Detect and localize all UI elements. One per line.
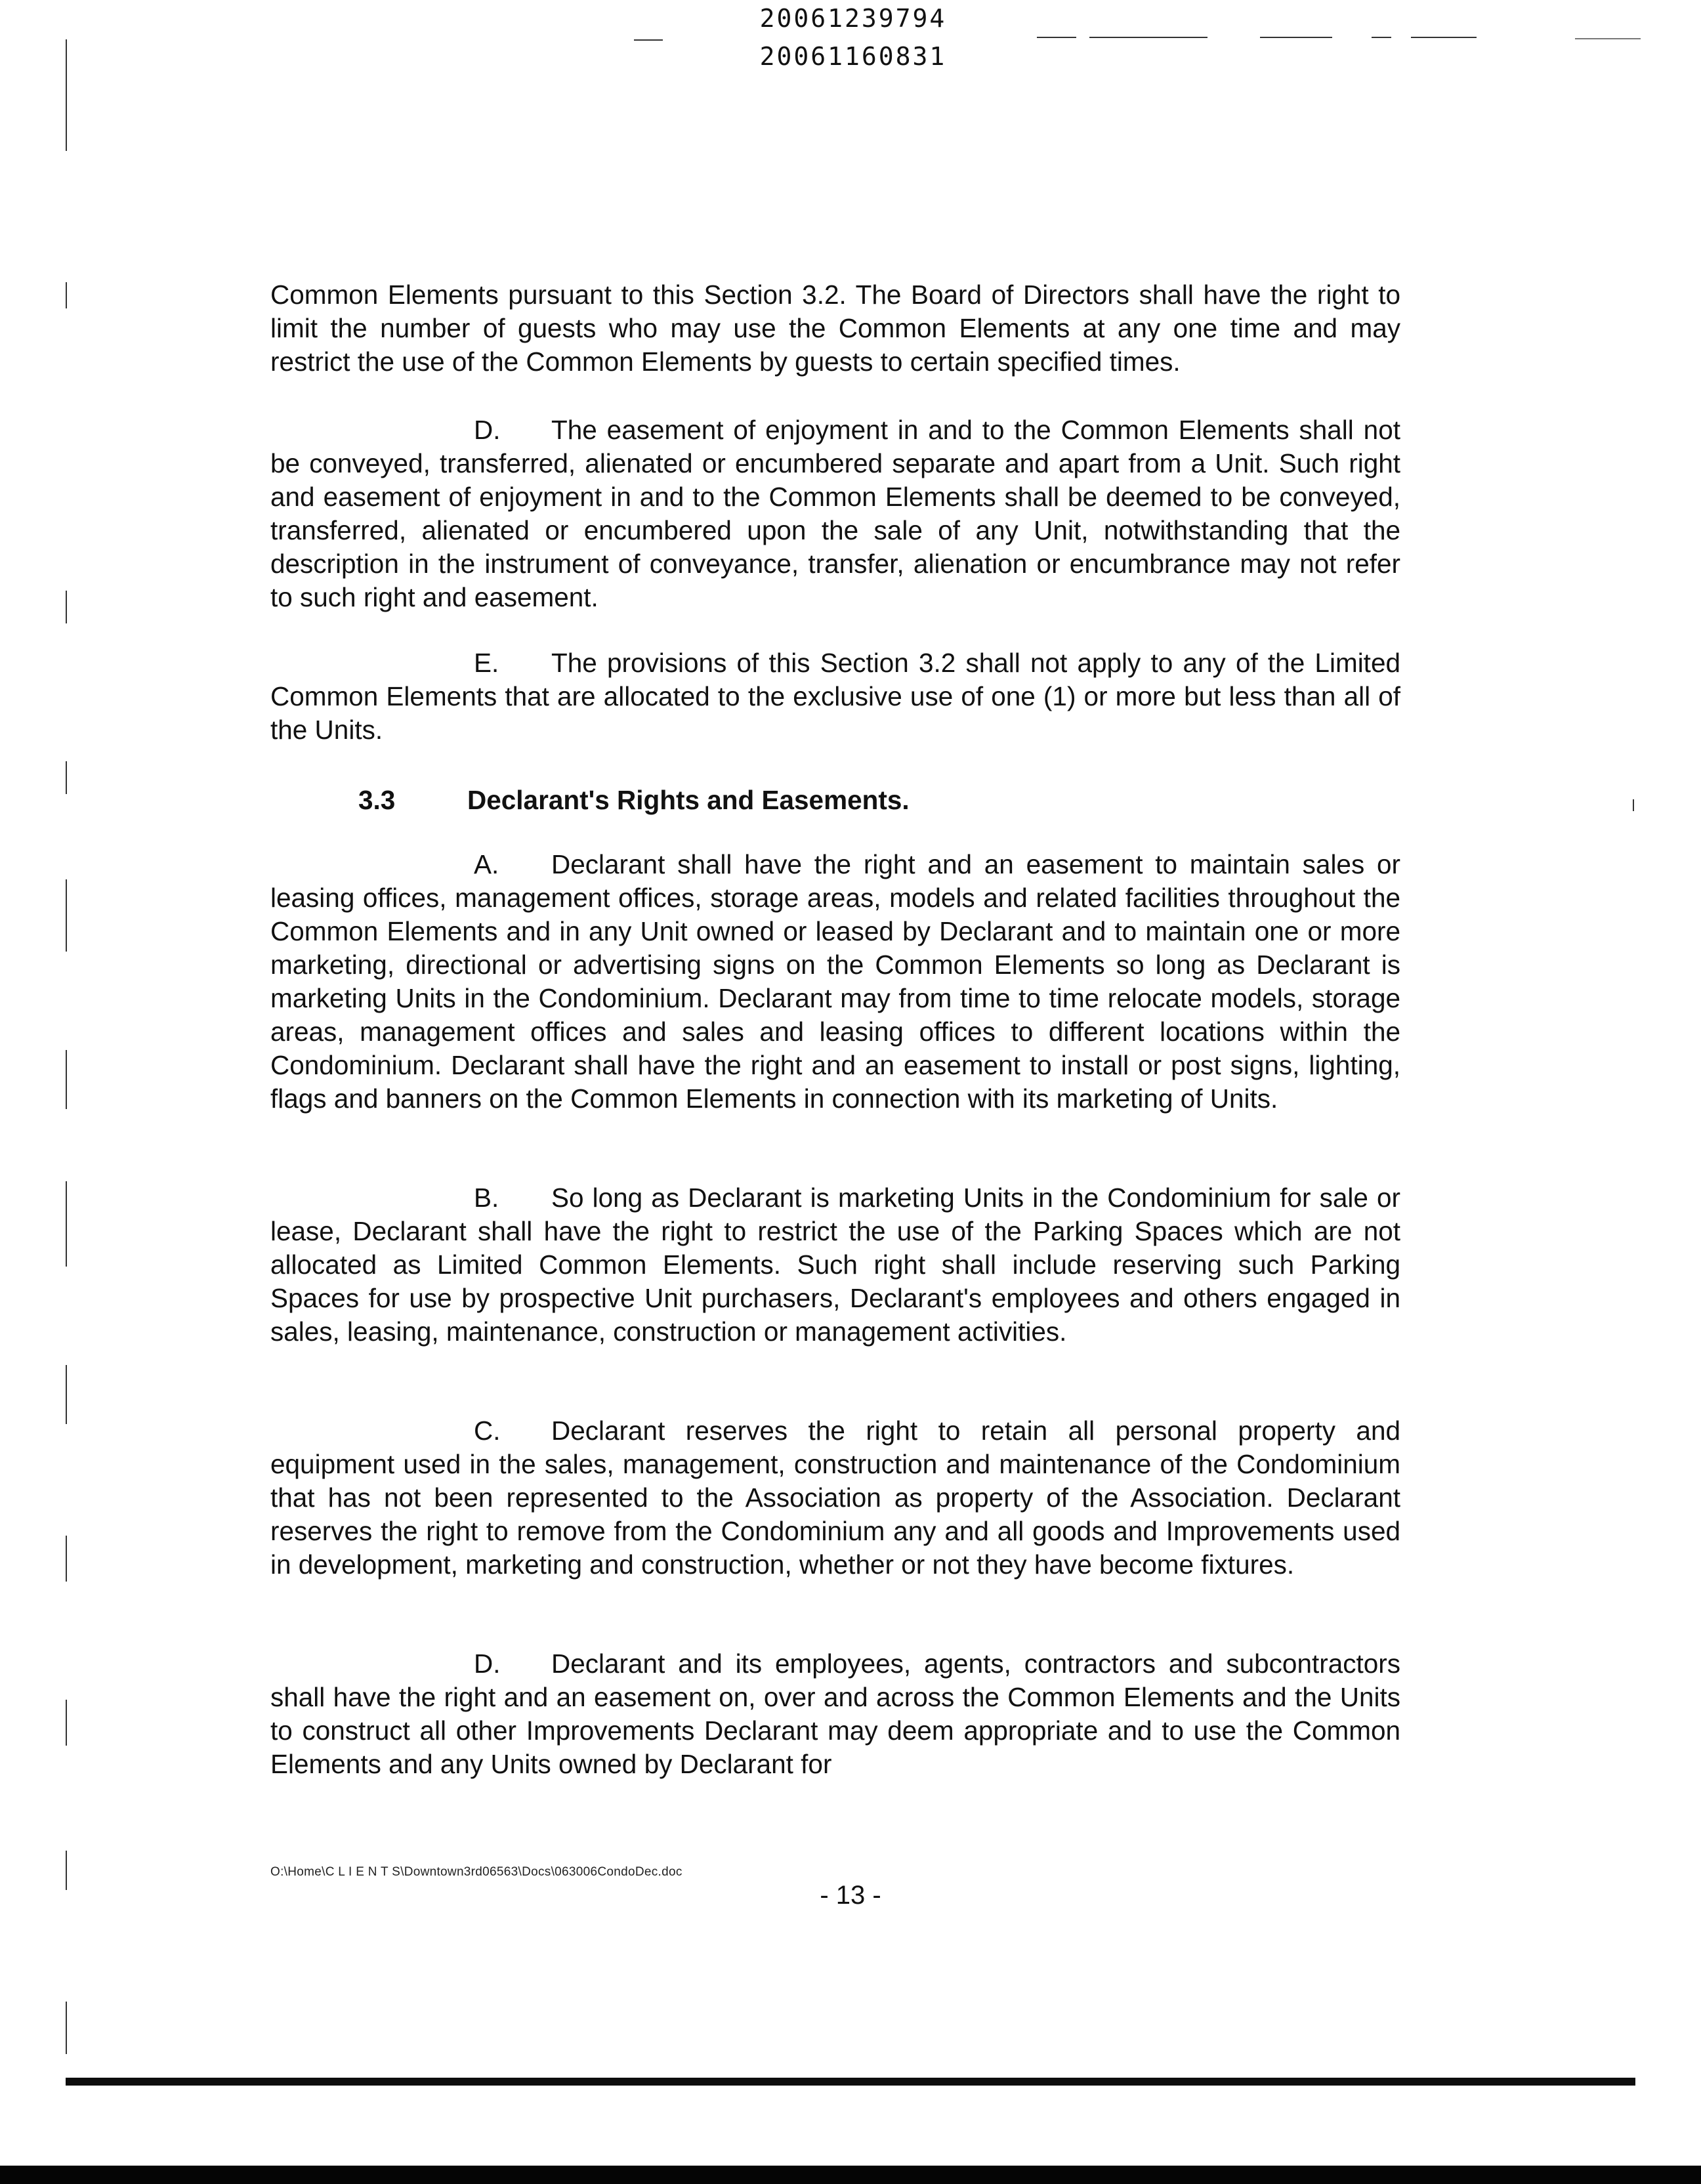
scan-mark-left-12	[66, 2002, 67, 2054]
scan-mark-left-2	[66, 282, 67, 308]
page-number: - 13 -	[820, 1881, 881, 1910]
scan-mark-right	[1633, 799, 1634, 811]
scan-mark-left-8	[66, 1365, 67, 1424]
section-title: Declarant's Rights and Easements.	[467, 785, 910, 815]
scan-bottom-rule	[66, 2078, 1635, 2086]
scan-mark-left-3	[66, 591, 67, 623]
paragraph-letter: D.	[474, 1648, 501, 1679]
footer-file-path: O:\Home\C L I E N T S\Downtown3rd06563\Docs\063006CondoDec.doc	[270, 1865, 682, 1879]
paragraph-3-3-c	[270, 1414, 1400, 1582]
paragraph-3-2-d	[270, 413, 1400, 614]
recording-number-2: 20061160831	[759, 42, 947, 71]
scan-mark-left-5	[66, 879, 67, 952]
paragraph-letter: A.	[474, 849, 499, 879]
scan-mark-left-7	[66, 1181, 67, 1267]
scan-mark-top-right-5	[1411, 37, 1477, 38]
paragraph-text: So long as Declarant is marketing Units in the Condominium for sale or lease, Declarant shall have the right to restrict the use of the Parking Spaces which are not allocated as Limited Common Elements. Such right shall include reserving such Parking Spaces for use by prospective Unit purchasers, Declarant's employees and others engaged in sales, leasing, maintenance, construction or management activities.	[270, 1183, 1400, 1347]
scan-mark-left-10	[66, 1700, 67, 1746]
section-heading-3-3	[358, 784, 910, 817]
scan-mark-top-right-6	[1575, 38, 1641, 39]
paragraph-3-2-e	[270, 646, 1400, 747]
scan-mark-left-6	[66, 1050, 67, 1109]
paragraph-letter: E.	[474, 648, 499, 678]
paragraph-letter: C.	[474, 1416, 501, 1446]
scan-mark-left-9	[66, 1536, 67, 1582]
scan-mark-top-left	[634, 39, 663, 41]
scan-mark-left-11	[66, 1851, 67, 1890]
paragraph-text: The easement of enjoyment in and to the Common Elements shall not be conveyed, transferred, alienated or encumbered separate and apart from a Unit. Such right and easement of enjoyment in and to the Common Elements shall be deemed to be conveyed, transferred, alienated or encumbered upon the sale of any Unit, notwithstanding that the description in the instrument of conveyance, transfer, alienation or encumbrance may not refer to such right and easement.	[270, 415, 1400, 612]
scan-mark-left-1	[66, 39, 67, 151]
paragraph-text: Declarant reserves the right to retain all personal property and equipment used in the sales, management, construction and maintenance of the Condominium that has not been represented to the Association as property of the Association. Declarant reserves the right to remove from the Condominium any and all goods and Improvements used in development, marketing and construction, whether or not they have become fixtures.	[270, 1416, 1400, 1580]
recording-number-1: 20061239794	[759, 4, 947, 33]
scan-bottom-edge	[0, 2166, 1701, 2184]
scan-mark-top-right-2	[1089, 37, 1208, 38]
section-number: 3.3	[358, 785, 396, 815]
scan-mark-left-4	[66, 761, 67, 794]
scan-mark-top-right-3	[1260, 37, 1332, 38]
paragraph-3-3-a	[270, 848, 1400, 1116]
paragraph-3-3-b	[270, 1181, 1400, 1349]
paragraph-text: The provisions of this Section 3.2 shall not apply to any of the Limited Common Elements that are allocated to the exclusive use of one (1) or more but less than all of the Units.	[270, 648, 1400, 745]
paragraph-text: Declarant and its employees, agents, contractors and subcontractors shall have the right and an easement on, over and across the Common Elements and the Units to construct all other Improvements Declarant may deem appropriate and to use the Common Elements and any Units owned by Declarant for	[270, 1648, 1400, 1779]
paragraph-3-3-d	[270, 1647, 1400, 1781]
paragraph-text: Declarant shall have the right and an easement to maintain sales or leasing offices, management offices, storage areas, models and related facilities throughout the Common Elements and in any Unit owned or leased by Declarant and to maintain one or more marketing, directional or advertising signs on the Common Elements so long as Declarant is marketing Units in the Condominium. Declarant may from time to time relocate models, storage areas, management offices and sales and leasing offices to different locations within the Condominium. Declarant shall have the right and an easement to install or post signs, lighting, flags and banners on the Common Elements in connection with its marketing of Units.	[270, 849, 1400, 1114]
paragraph-letter: D.	[474, 415, 501, 445]
paragraph-letter: B.	[474, 1183, 499, 1213]
paragraph-intro: Common Elements pursuant to this Section 3.2. The Board of Directors shall have the right to limit the number of guests who may use the Common Elements at any one time and may restrict the use of the Common Elements by guests to certain specified times.	[270, 280, 1400, 377]
scan-mark-top-right-1	[1037, 37, 1076, 38]
scan-mark-top-right-4	[1372, 37, 1391, 38]
